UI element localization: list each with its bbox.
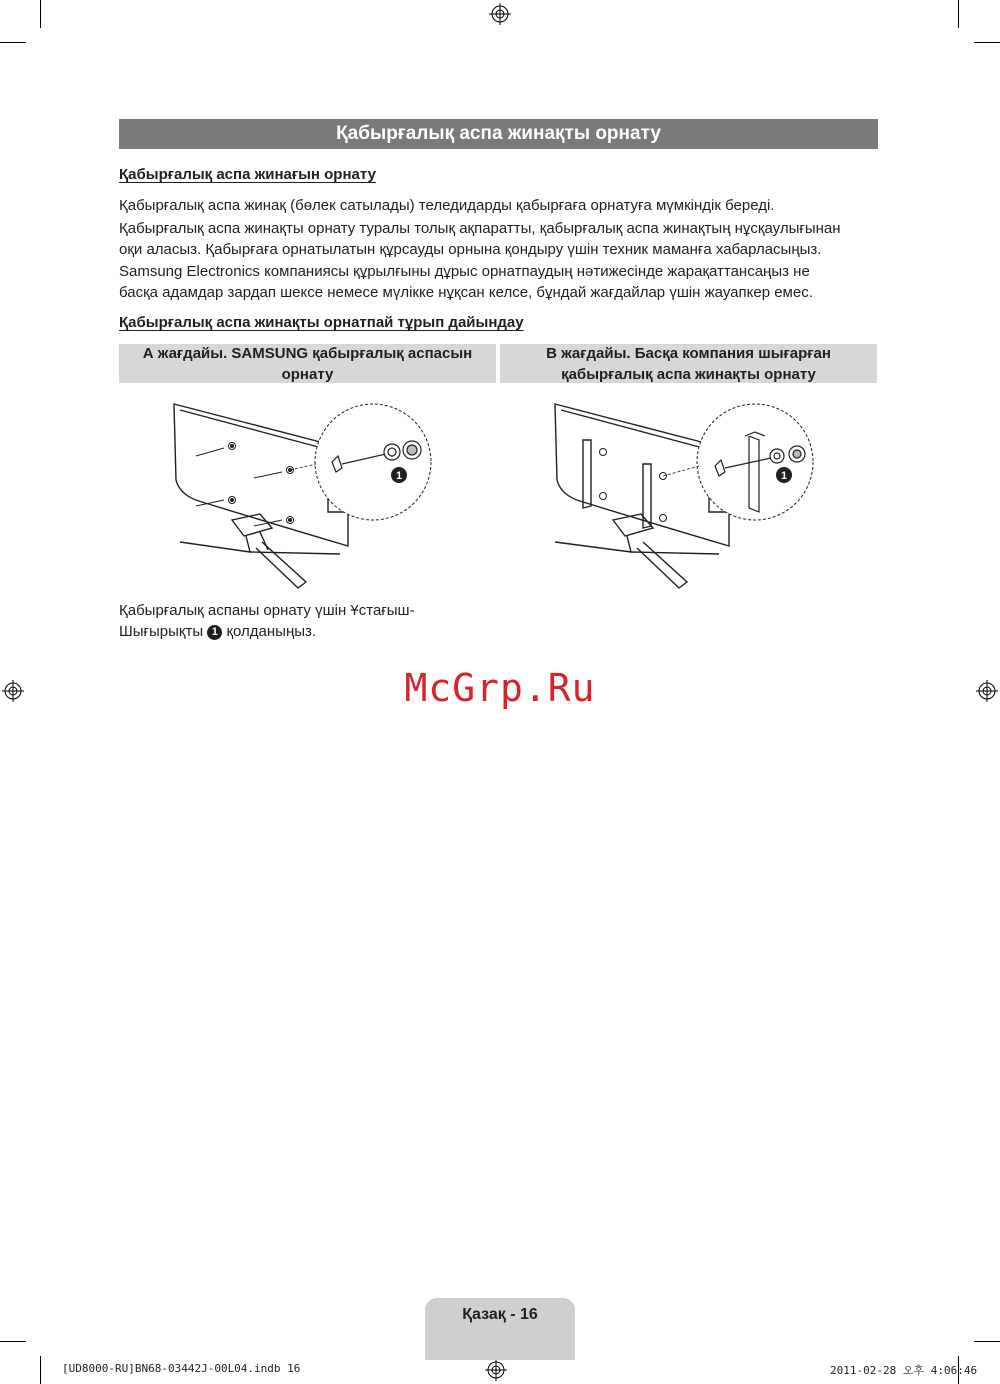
paragraph-disclaimer-line: Samsung Electronics компаниясы құрылғыны дұрыс орнатпаудың нәтижесінде жарақаттансаңыз не	[119, 263, 810, 280]
section-heading-prepare: Қабырғалық аспа жинақты орнатпай тұрып дайындау	[119, 314, 524, 331]
footer-file-info: [UD8000-RU]BN68-03442J-00L04.indb 16	[62, 1362, 301, 1375]
caption-text: қолданыңыз.	[226, 623, 317, 640]
watermark: McGrp.Ru	[404, 666, 596, 710]
case-b-line: қабырғалық аспа жинақты орнату	[561, 365, 816, 383]
case-a-line: А жағдайы. SAMSUNG қабырғалық аспасын	[142, 344, 473, 362]
section-heading-install: Қабырғалық аспа жинағын орнату	[119, 166, 376, 183]
case-a-line: орнату	[281, 365, 334, 383]
crop-mark	[974, 1341, 1000, 1342]
crop-mark	[0, 1341, 26, 1342]
page-title: Қабырғалық аспа жинақты орнату	[119, 119, 878, 149]
paragraph-details-line: оқи аласыз. Қабырғаға орнатылатын құрсауды орнына қондыру үшін техник маманға хабарласыңыз.	[119, 241, 822, 258]
tv-wall-mount-illustration-a	[160, 396, 450, 596]
crop-mark	[958, 0, 959, 28]
registration-mark-icon	[485, 1359, 507, 1381]
crop-mark	[0, 42, 26, 43]
case-b-line: В жағдайы. Басқа компания шығарған	[546, 344, 831, 362]
case-b-box	[500, 344, 877, 383]
caption-text: Шығырықты	[119, 623, 204, 640]
illustration-caption	[119, 600, 479, 642]
page-number: Қазақ - 16	[462, 1306, 538, 1323]
paragraph-details-line: Қабырғалық аспа жинақты орнату туралы толық ақпаратты, қабырғалық аспа жинақтың нұсқаулығынан	[119, 220, 841, 237]
crop-mark	[40, 0, 41, 28]
case-a-box	[119, 344, 496, 383]
registration-mark-icon	[489, 3, 511, 25]
callout-number: 1	[207, 625, 222, 640]
footer-timestamp: 2011-02-28 오후 4:06:46	[830, 1364, 978, 1377]
paragraph-disclaimer-line: басқа адамдар зардап шексе немесе мүлікке нұқсан келсе, бұндай жағдайлар үшін жауапкер емес.	[119, 284, 813, 301]
caption-line: Қабырғалық аспаны орнату үшін Ұстағыш-	[119, 602, 415, 619]
crop-mark	[40, 1356, 41, 1384]
paragraph-intro: Қабырғалық аспа жинақ (бөлек сатылады) теледидарды қабырғаға орнатуға мүмкіндік береді.	[119, 197, 775, 214]
paragraph-details	[119, 218, 879, 260]
crop-mark	[974, 42, 1000, 43]
tv-wall-mount-illustration-b	[543, 396, 833, 596]
callout-number: 1	[395, 470, 403, 482]
callout-number: 1	[780, 470, 788, 482]
caption-line	[119, 621, 479, 642]
paragraph-disclaimer	[119, 261, 879, 303]
